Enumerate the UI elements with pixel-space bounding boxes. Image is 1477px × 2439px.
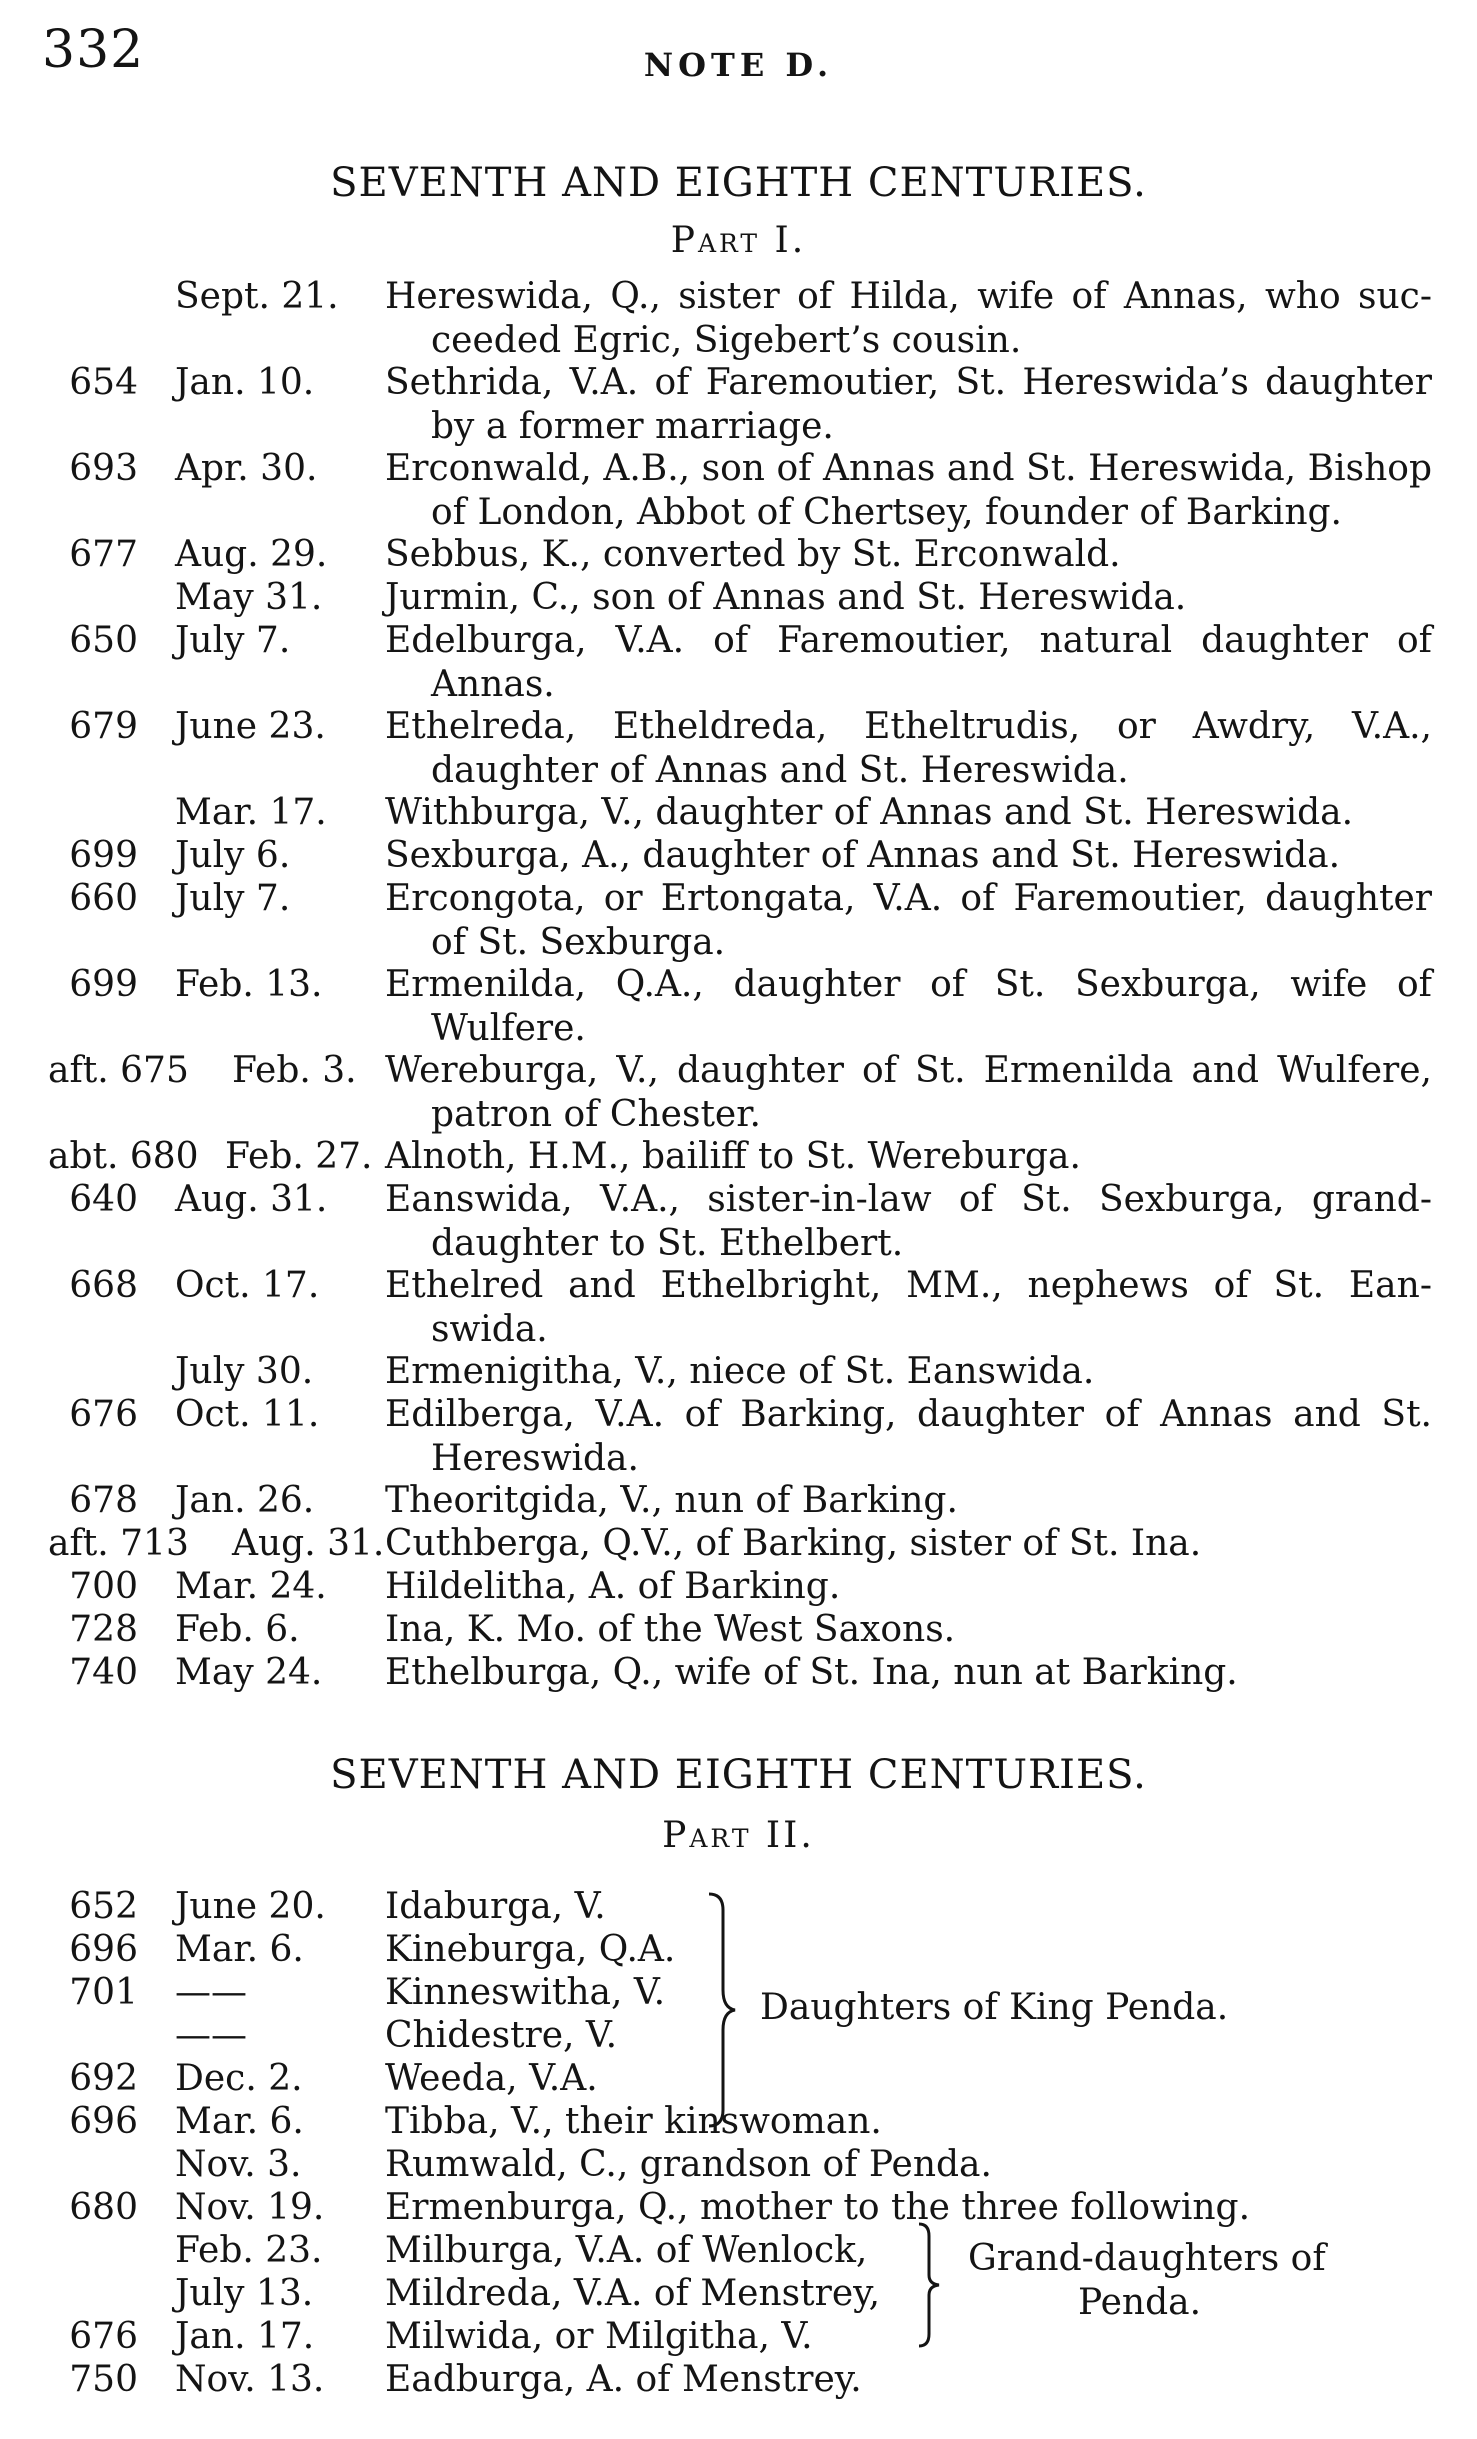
- running-head: NOTE D.: [643, 46, 834, 84]
- group-note-grand-daughters-line1: Grand-daughters of: [968, 2238, 1326, 2279]
- entry-date: ——: [175, 2015, 247, 2056]
- entry-text: Eadburga, A. of Menstrey.: [385, 2359, 862, 2400]
- entry-text: Weeda, V.A.: [385, 2058, 598, 2099]
- right-brace-grand-daughters: [915, 2220, 945, 2350]
- entry-date: Nov. 3.: [175, 2144, 302, 2185]
- entry-text: Cuthberga, Q.V., of Barking, sister of St. Ina.: [385, 1523, 1202, 1564]
- entry-text: Withburga, V., daughter of Annas and St. Hereswida.: [385, 792, 1354, 833]
- entry-text: Jurmin, C., son of Annas and St. Hereswida.: [385, 577, 1187, 618]
- entry-text: Mildreda, V.A. of Menstrey,: [385, 2273, 881, 2314]
- entry-year: 654: [69, 362, 138, 403]
- entry-date: Sept. 21.: [175, 276, 339, 317]
- entry-date: Mar. 6.: [175, 2101, 304, 2142]
- entry-text: Ermenilda, Q.A., daughter of St. Sexburga, wife of: [385, 964, 1432, 1005]
- entry-text: Erconwald, A.B., son of Annas and St. Hereswida, Bishop: [385, 448, 1432, 489]
- entry-date: July 7.: [175, 878, 291, 919]
- entry-date: Feb. 13.: [175, 964, 323, 1005]
- page-number: 332: [42, 20, 145, 80]
- entry-year: 696: [69, 1929, 138, 1970]
- entry-text-continued: Hereswida.: [431, 1438, 639, 1479]
- entry-date: Oct. 11.: [175, 1394, 320, 1435]
- entry-date: Jan. 17.: [175, 2316, 315, 2357]
- entry-text: Ermenburga, Q., mother to the three following.: [385, 2187, 1251, 2228]
- part2-label: Part II.: [662, 1815, 815, 1856]
- entry-text: Theoritgida, V., nun of Barking.: [385, 1480, 958, 1521]
- entry-year: 699: [69, 835, 138, 876]
- entry-text: Sebbus, K., converted by St. Erconwald.: [385, 534, 1121, 575]
- group-note-grand-daughters-line2: Penda.: [1078, 2282, 1202, 2323]
- entry-text: Ethelburga, Q., wife of St. Ina, nun at Barking.: [385, 1652, 1238, 1693]
- entry-text: Hereswida, Q., sister of Hilda, wife of Annas, who suc-: [385, 276, 1432, 317]
- entry-text: Alnoth, H.M., bailiff to St. Wereburga.: [385, 1136, 1081, 1177]
- entry-date: May 31.: [175, 577, 323, 618]
- entry-date: Nov. 19.: [175, 2187, 325, 2228]
- entry-text: Wereburga, V., daughter of St. Ermenilda and Wulfere,: [385, 1050, 1432, 1091]
- entry-date: Mar. 6.: [175, 1929, 304, 1970]
- entry-text: Ethelred and Ethelbright, MM., nephews of St. Ean-: [385, 1265, 1432, 1306]
- entry-year: 700: [69, 1566, 138, 1607]
- entry-date: Aug. 31.: [232, 1523, 385, 1564]
- entry-text: Idaburga, V.: [385, 1886, 606, 1927]
- entry-text-continued: swida.: [431, 1309, 548, 1350]
- entry-text-continued: of London, Abbot of Chertsey, founder of Barking.: [431, 492, 1342, 533]
- entry-year: aft. 675: [48, 1050, 189, 1091]
- entry-year: 740: [69, 1652, 138, 1693]
- entry-text: Milwida, or Milgitha, V.: [385, 2316, 813, 2357]
- entry-date: Dec. 2.: [175, 2058, 303, 2099]
- entry-text-continued: daughter to St. Ethelbert.: [431, 1223, 904, 1264]
- entry-year: 678: [69, 1480, 138, 1521]
- entry-date: Feb. 6.: [175, 1609, 300, 1650]
- entry-year: abt. 680: [48, 1136, 199, 1177]
- entry-year: 676: [69, 2316, 138, 2357]
- entry-text: Kineburga, Q.A.: [385, 1929, 676, 1970]
- entry-text: Ethelreda, Etheldreda, Etheltrudis, or Awdry, V.A.,: [385, 706, 1432, 747]
- entry-text: Kinneswitha, V.: [385, 1972, 666, 2013]
- entry-text-continued: Wulfere.: [431, 1008, 586, 1049]
- entry-year: 692: [69, 2058, 138, 2099]
- entry-text: Milburga, V.A. of Wenlock,: [385, 2230, 868, 2271]
- entry-year: 699: [69, 964, 138, 1005]
- entry-date: Mar. 24.: [175, 1566, 327, 1607]
- entry-text: Hildelitha, A. of Barking.: [385, 1566, 841, 1607]
- entry-text: Edilberga, V.A. of Barking, daughter of Annas and St.: [385, 1394, 1432, 1435]
- entry-text-continued: daughter of Annas and St. Hereswida.: [431, 750, 1129, 791]
- entry-date: July 13.: [175, 2273, 314, 2314]
- part1-title: SEVENTH AND EIGHTH CENTURIES.: [330, 160, 1147, 206]
- entry-text-continued: Annas.: [431, 664, 555, 705]
- entry-year: 693: [69, 448, 138, 489]
- entry-date: Feb. 23.: [175, 2230, 323, 2271]
- right-brace-daughters: [705, 1890, 745, 2130]
- entry-date: Aug. 31.: [175, 1179, 328, 1220]
- part2-title: SEVENTH AND EIGHTH CENTURIES.: [330, 1752, 1147, 1798]
- entry-year: 668: [69, 1265, 138, 1306]
- entry-year: aft. 713: [48, 1523, 189, 1564]
- entry-date: July 6.: [175, 835, 291, 876]
- entry-date: Mar. 17.: [175, 792, 327, 833]
- entry-text: Edelburga, V.A. of Faremoutier, natural daughter of: [385, 620, 1432, 661]
- entry-date: July 30.: [175, 1351, 314, 1392]
- entry-text: Sexburga, A., daughter of Annas and St. Hereswida.: [385, 835, 1341, 876]
- entry-text-continued: of St. Sexburga.: [431, 922, 726, 963]
- entry-date: Apr. 30.: [175, 448, 318, 489]
- entry-year: 728: [69, 1609, 138, 1650]
- entry-date: Feb. 3.: [232, 1050, 357, 1091]
- entry-year: 676: [69, 1394, 138, 1435]
- entry-year: 696: [69, 2101, 138, 2142]
- entry-year: 660: [69, 878, 138, 919]
- entry-year: 701: [69, 1972, 138, 2013]
- entry-text: Ina, K. Mo. of the West Saxons.: [385, 1609, 956, 1650]
- entry-date: Aug. 29.: [175, 534, 328, 575]
- entry-year: 650: [69, 620, 138, 661]
- entry-text: Chidestre, V.: [385, 2015, 618, 2056]
- entry-text: Sethrida, V.A. of Faremoutier, St. Hereswida’s daughter: [385, 362, 1432, 403]
- entry-text: Eanswida, V.A., sister-in-law of St. Sexburga, grand-: [385, 1179, 1432, 1220]
- entry-date: Jan. 26.: [175, 1480, 315, 1521]
- entry-date: Oct. 17.: [175, 1265, 320, 1306]
- entry-year: 680: [69, 2187, 138, 2228]
- entry-year: 679: [69, 706, 138, 747]
- entry-text: Ermenigitha, V., niece of St. Eanswida.: [385, 1351, 1095, 1392]
- entry-date: Jan. 10.: [175, 362, 315, 403]
- entry-date: June 23.: [175, 706, 326, 747]
- entry-text: Tibba, V., their kinswoman.: [385, 2101, 882, 2142]
- entry-date: Feb. 27.: [225, 1136, 373, 1177]
- entry-date: ——: [175, 1972, 247, 2013]
- entry-year: 640: [69, 1179, 138, 1220]
- entry-text-continued: ceeded Egric, Sigebert’s cousin.: [431, 320, 1022, 361]
- entry-year: 750: [69, 2359, 138, 2400]
- entry-date: June 20.: [175, 1886, 326, 1927]
- entry-date: July 7.: [175, 620, 291, 661]
- group-note-daughters: Daughters of King Penda.: [760, 1987, 1229, 2028]
- entry-text: Rumwald, C., grandson of Penda.: [385, 2144, 992, 2185]
- entry-text-continued: by a former marriage.: [431, 406, 834, 447]
- part1-label: Part I.: [670, 220, 807, 261]
- entry-year: 677: [69, 534, 138, 575]
- entry-text: Ercongota, or Ertongata, V.A. of Faremoutier, daughter: [385, 878, 1432, 919]
- entry-date: May 24.: [175, 1652, 323, 1693]
- entry-year: 652: [69, 1886, 138, 1927]
- entry-date: Nov. 13.: [175, 2359, 325, 2400]
- entry-text-continued: patron of Chester.: [431, 1094, 761, 1135]
